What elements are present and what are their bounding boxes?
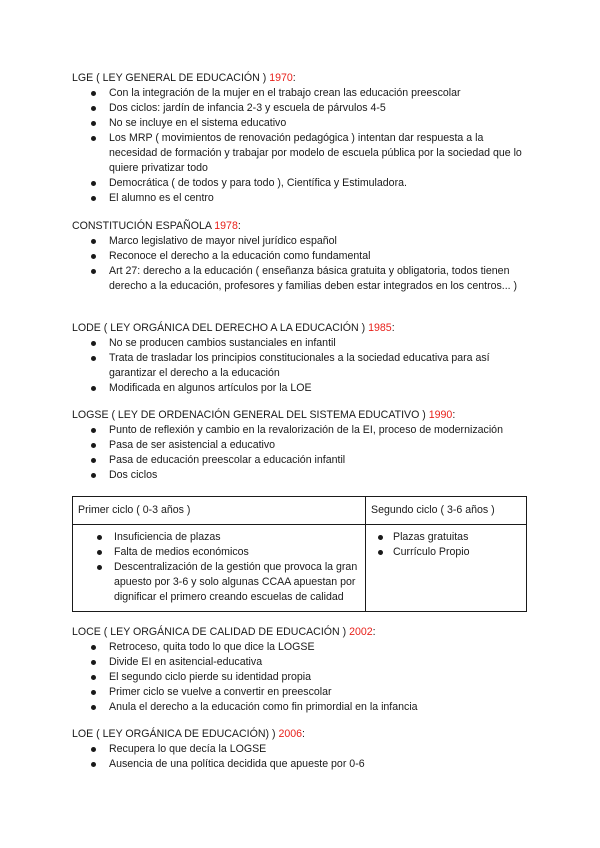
section-heading: LOGSE ( LEY DE ORDENACIÓN GENERAL DEL SISTEMA EDUCATIVO ) 1990: <box>72 409 456 421</box>
section-loce <box>72 625 532 715</box>
table-row <box>73 525 527 612</box>
list-item: Falta de medios económicos <box>73 545 359 560</box>
list-item: Recupera lo que decía la LOGSE <box>72 742 532 757</box>
year-label: 1978 <box>214 220 238 232</box>
list-item: Trata de trasladar los principios constitucionales a la sociedad educativa para así garantizar el derecho a la educación <box>72 351 532 381</box>
list-item: Plazas gratuitas <box>366 530 520 545</box>
bullet-list <box>72 234 532 294</box>
list-item: Modificada en algunos artículos por la LOE <box>72 381 532 396</box>
list-item: El alumno es el centro <box>72 191 532 206</box>
list-item: Reconoce el derecho a la educación como fundamental <box>72 249 532 264</box>
section-lode <box>72 321 532 396</box>
list-item: Descentralización de la gestión que provoca la gran apuesto por 3-6 y solo algunas CCAA apuestan por dignificar el primero creando escuelas de calidad <box>73 560 359 605</box>
year-label: 1985 <box>368 322 392 334</box>
list-item: Democrática ( de todos y para todo ), Científica y Estimuladora. <box>72 176 532 191</box>
section-constitucion <box>72 219 532 294</box>
list-item: Punto de reflexión y cambio en la revalorización de la EI, proceso de modernización <box>72 423 532 438</box>
year-label: 2002 <box>349 626 373 638</box>
table-header-cell: Primer ciclo ( 0-3 años ) <box>73 497 366 525</box>
list-item: No se producen cambios sustanciales en infantil <box>72 336 532 351</box>
bullet-list <box>72 423 532 483</box>
bullet-list <box>72 86 532 206</box>
section-heading: LOCE ( LEY ORGÁNICA DE CALIDAD DE EDUCACIÓN ) 2002: <box>72 626 376 638</box>
section-lge <box>72 71 532 206</box>
list-item: Dos ciclos <box>72 468 532 483</box>
year-label: 2006 <box>278 728 303 740</box>
list-item: Marco legislativo de mayor nivel jurídico español <box>72 234 532 249</box>
list-item: No se incluye en el sistema educativo <box>72 116 532 131</box>
section-heading: LGE ( LEY GENERAL DE EDUCACIÓN ) 1970: <box>72 72 296 84</box>
section-heading: LOE ( LEY ORGÁNICA DE EDUCACIÓN) ) 2006: <box>72 728 305 740</box>
bullet-list <box>72 336 532 396</box>
section-loe <box>72 727 532 772</box>
list-item: Retroceso, quita todo lo que dice la LOGSE <box>72 640 532 655</box>
list-item: Con la integración de la mujer en el trabajo crean las educación preescolar <box>72 86 532 101</box>
table-cell <box>73 525 366 612</box>
table-header-cell: Segundo ciclo ( 3-6 años ) <box>366 497 527 525</box>
cycles-table <box>72 496 527 612</box>
list-item: Art 27: derecho a la educación ( enseñanza básica gratuita y obligatoria, todos tienen derecho a la educación, profesores y familias deben estar integrados en los centros... ) <box>72 264 532 294</box>
list-item: Currículo Propio <box>366 545 520 560</box>
year-label: 1990 <box>428 409 453 421</box>
year-label: 1970 <box>269 72 293 84</box>
bullet-list <box>72 640 532 715</box>
list-item: Dos ciclos: jardín de infancia 2-3 y escuela de párvulos 4-5 <box>72 101 532 116</box>
list-item: Los MRP ( movimientos de renovación pedagógica ) intentan dar respuesta a la necesidad de formación y trabajar por modelo de escuela pública por la sociedad que lo quiere privatizar todo <box>72 131 532 176</box>
list-item: Pasa de educación preescolar a educación infantil <box>72 453 532 468</box>
section-logse <box>72 408 532 483</box>
section-heading: LODE ( LEY ORGÁNICA DEL DERECHO A LA EDUCACIÓN ) 1985: <box>72 322 395 334</box>
section-heading: CONSTITUCIÓN ESPAÑOLA 1978: <box>72 220 241 232</box>
bullet-list <box>73 525 365 611</box>
list-item: Anula el derecho a la educación como fin primordial en la infancia <box>72 700 532 715</box>
list-item: Insuficiencia de plazas <box>73 530 359 545</box>
list-item: Primer ciclo se vuelve a convertir en preescolar <box>72 685 532 700</box>
list-item: Ausencia de una política decidida que apueste por 0-6 <box>72 757 532 772</box>
table-header-row <box>73 497 527 525</box>
bullet-list <box>72 742 532 772</box>
list-item: El segundo ciclo pierde su identidad propia <box>72 670 532 685</box>
list-item: Pasa de ser asistencial a educativo <box>72 438 532 453</box>
list-item: Divide EI en asitencial-educativa <box>72 655 532 670</box>
bullet-list <box>366 525 526 566</box>
table-cell <box>366 525 527 612</box>
